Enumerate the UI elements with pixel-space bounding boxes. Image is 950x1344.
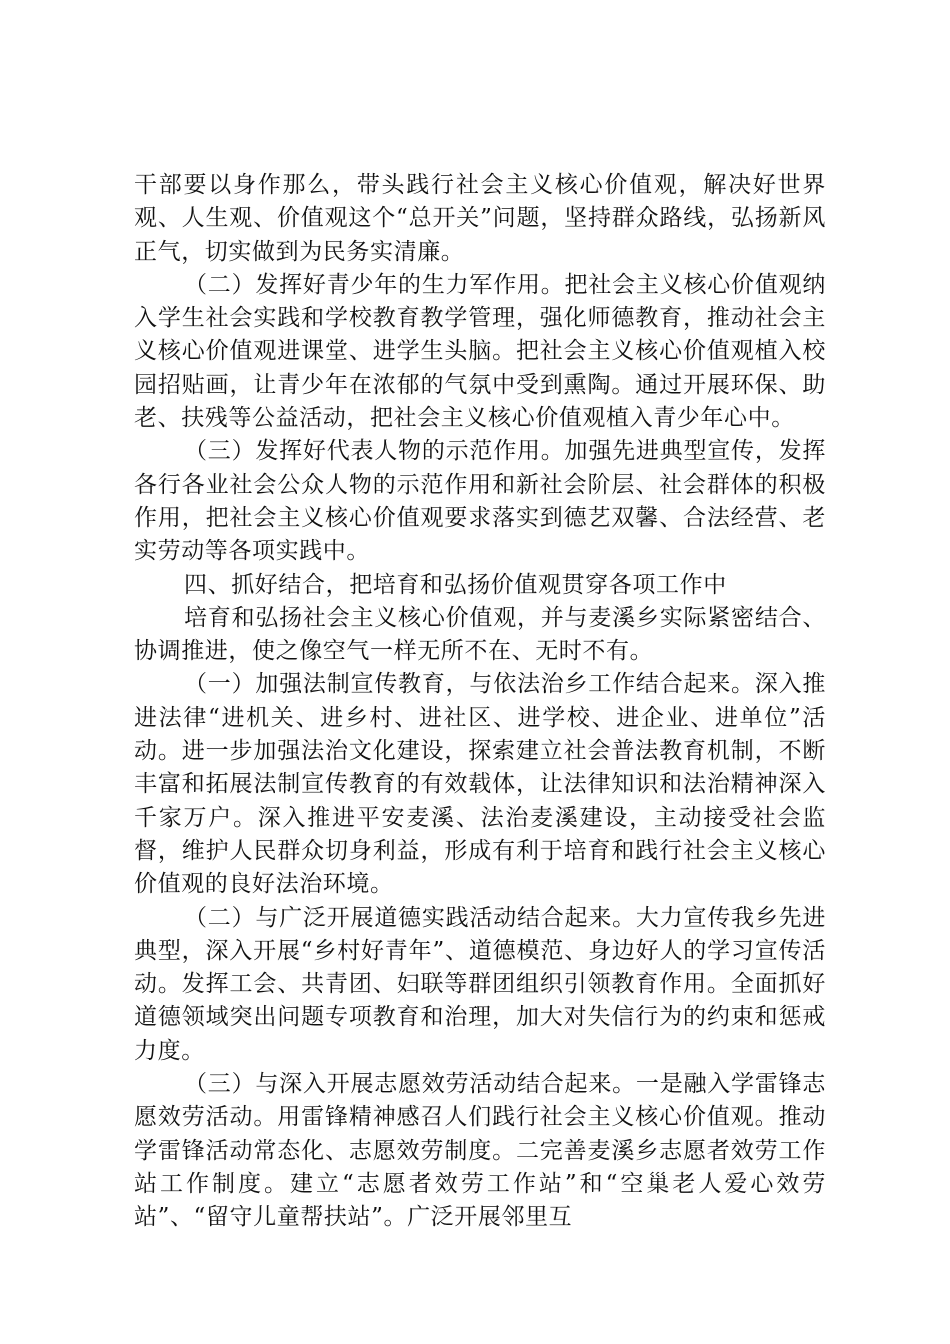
paragraph-legal-education: （一）加强法制宣传教育，与依法治乡工作结合起来。深入推进法律“进机关、进乡村、进社区、进学校、进企业、进单位”活动。进一步加强法治文化建设，探索建立社会普法教育机制，不断丰富和拓展法制宣传教育的有效载体，让法律知识和法治精神深入千家万户。深入推进平安麦溪、法治麦溪建设，主动接受社会监督，维护人民群众切身利益，形成有利于培育和践行社会主义核心价值观的良好法治环境。 <box>134 671 826 898</box>
paragraph-youth-role: （二）发挥好青少年的生力军作用。把社会主义核心价值观纳入学生社会实践和学校教育教学管理，强化师德教育，推动社会主义核心价值观进课堂、进学生头脑。把社会主义核心价值观植入校园招贴画，让青少年在浓郁的气氛中受到熏陶。通过开展环保、助老、扶残等公益活动，把社会主义核心价值观植入青少年心中。 <box>134 271 826 432</box>
paragraph-volunteer-service: （三）与深入开展志愿效劳活动结合起来。一是融入学雷锋志愿效劳活动。用雷锋精神感召人们践行社会主义核心价值观。推动学雷锋活动常态化、志愿效劳制度。二完善麦溪乡志愿者效劳工作站工作制度。建立“志愿者效劳工作站”和“空巢老人爱心效劳站”、“留守儿童帮扶站”。广泛开展邻里互 <box>134 1071 826 1231</box>
document-body <box>134 169 826 1235</box>
paragraph-cadre-conduct: 干部要以身作那么，带头践行社会主义核心价值观，解决好世界观、人生观、价值观这个“总开关”问题，坚持群众路线，弘扬新风正气，切实做到为民务实清廉。 <box>134 172 826 265</box>
paragraph-moral-practice: （二）与广泛开展道德实践活动结合起来。大力宣传我乡先进典型，深入开展“乡村好青年”、道德模范、身边好人的学习宣传活动。发挥工会、共青团、妇联等群团组织引领教育作用。全面抓好道德领域突出问题专项教育和治理，加大对失信行为的约束和惩戒力度。 <box>134 904 826 1064</box>
paragraph-model-figures: （三）发挥好代表人物的示范作用。加强先进典型宣传，发挥各行各业社会公众人物的示范作用和新社会阶层、社会群体的积极作用，把社会主义核心价值观要求落实到德艺双馨、合法经营、老实劳动等各项实践中。 <box>134 438 826 565</box>
section-heading-four: 四、抓好结合，把培育和弘扬价值观贯穿各项工作中 <box>184 571 727 598</box>
paragraph-section-intro: 培育和弘扬社会主义核心价值观，并与麦溪乡实际紧密结合、协调推进，使之像空气一样无所不在、无时不有。 <box>134 604 826 665</box>
